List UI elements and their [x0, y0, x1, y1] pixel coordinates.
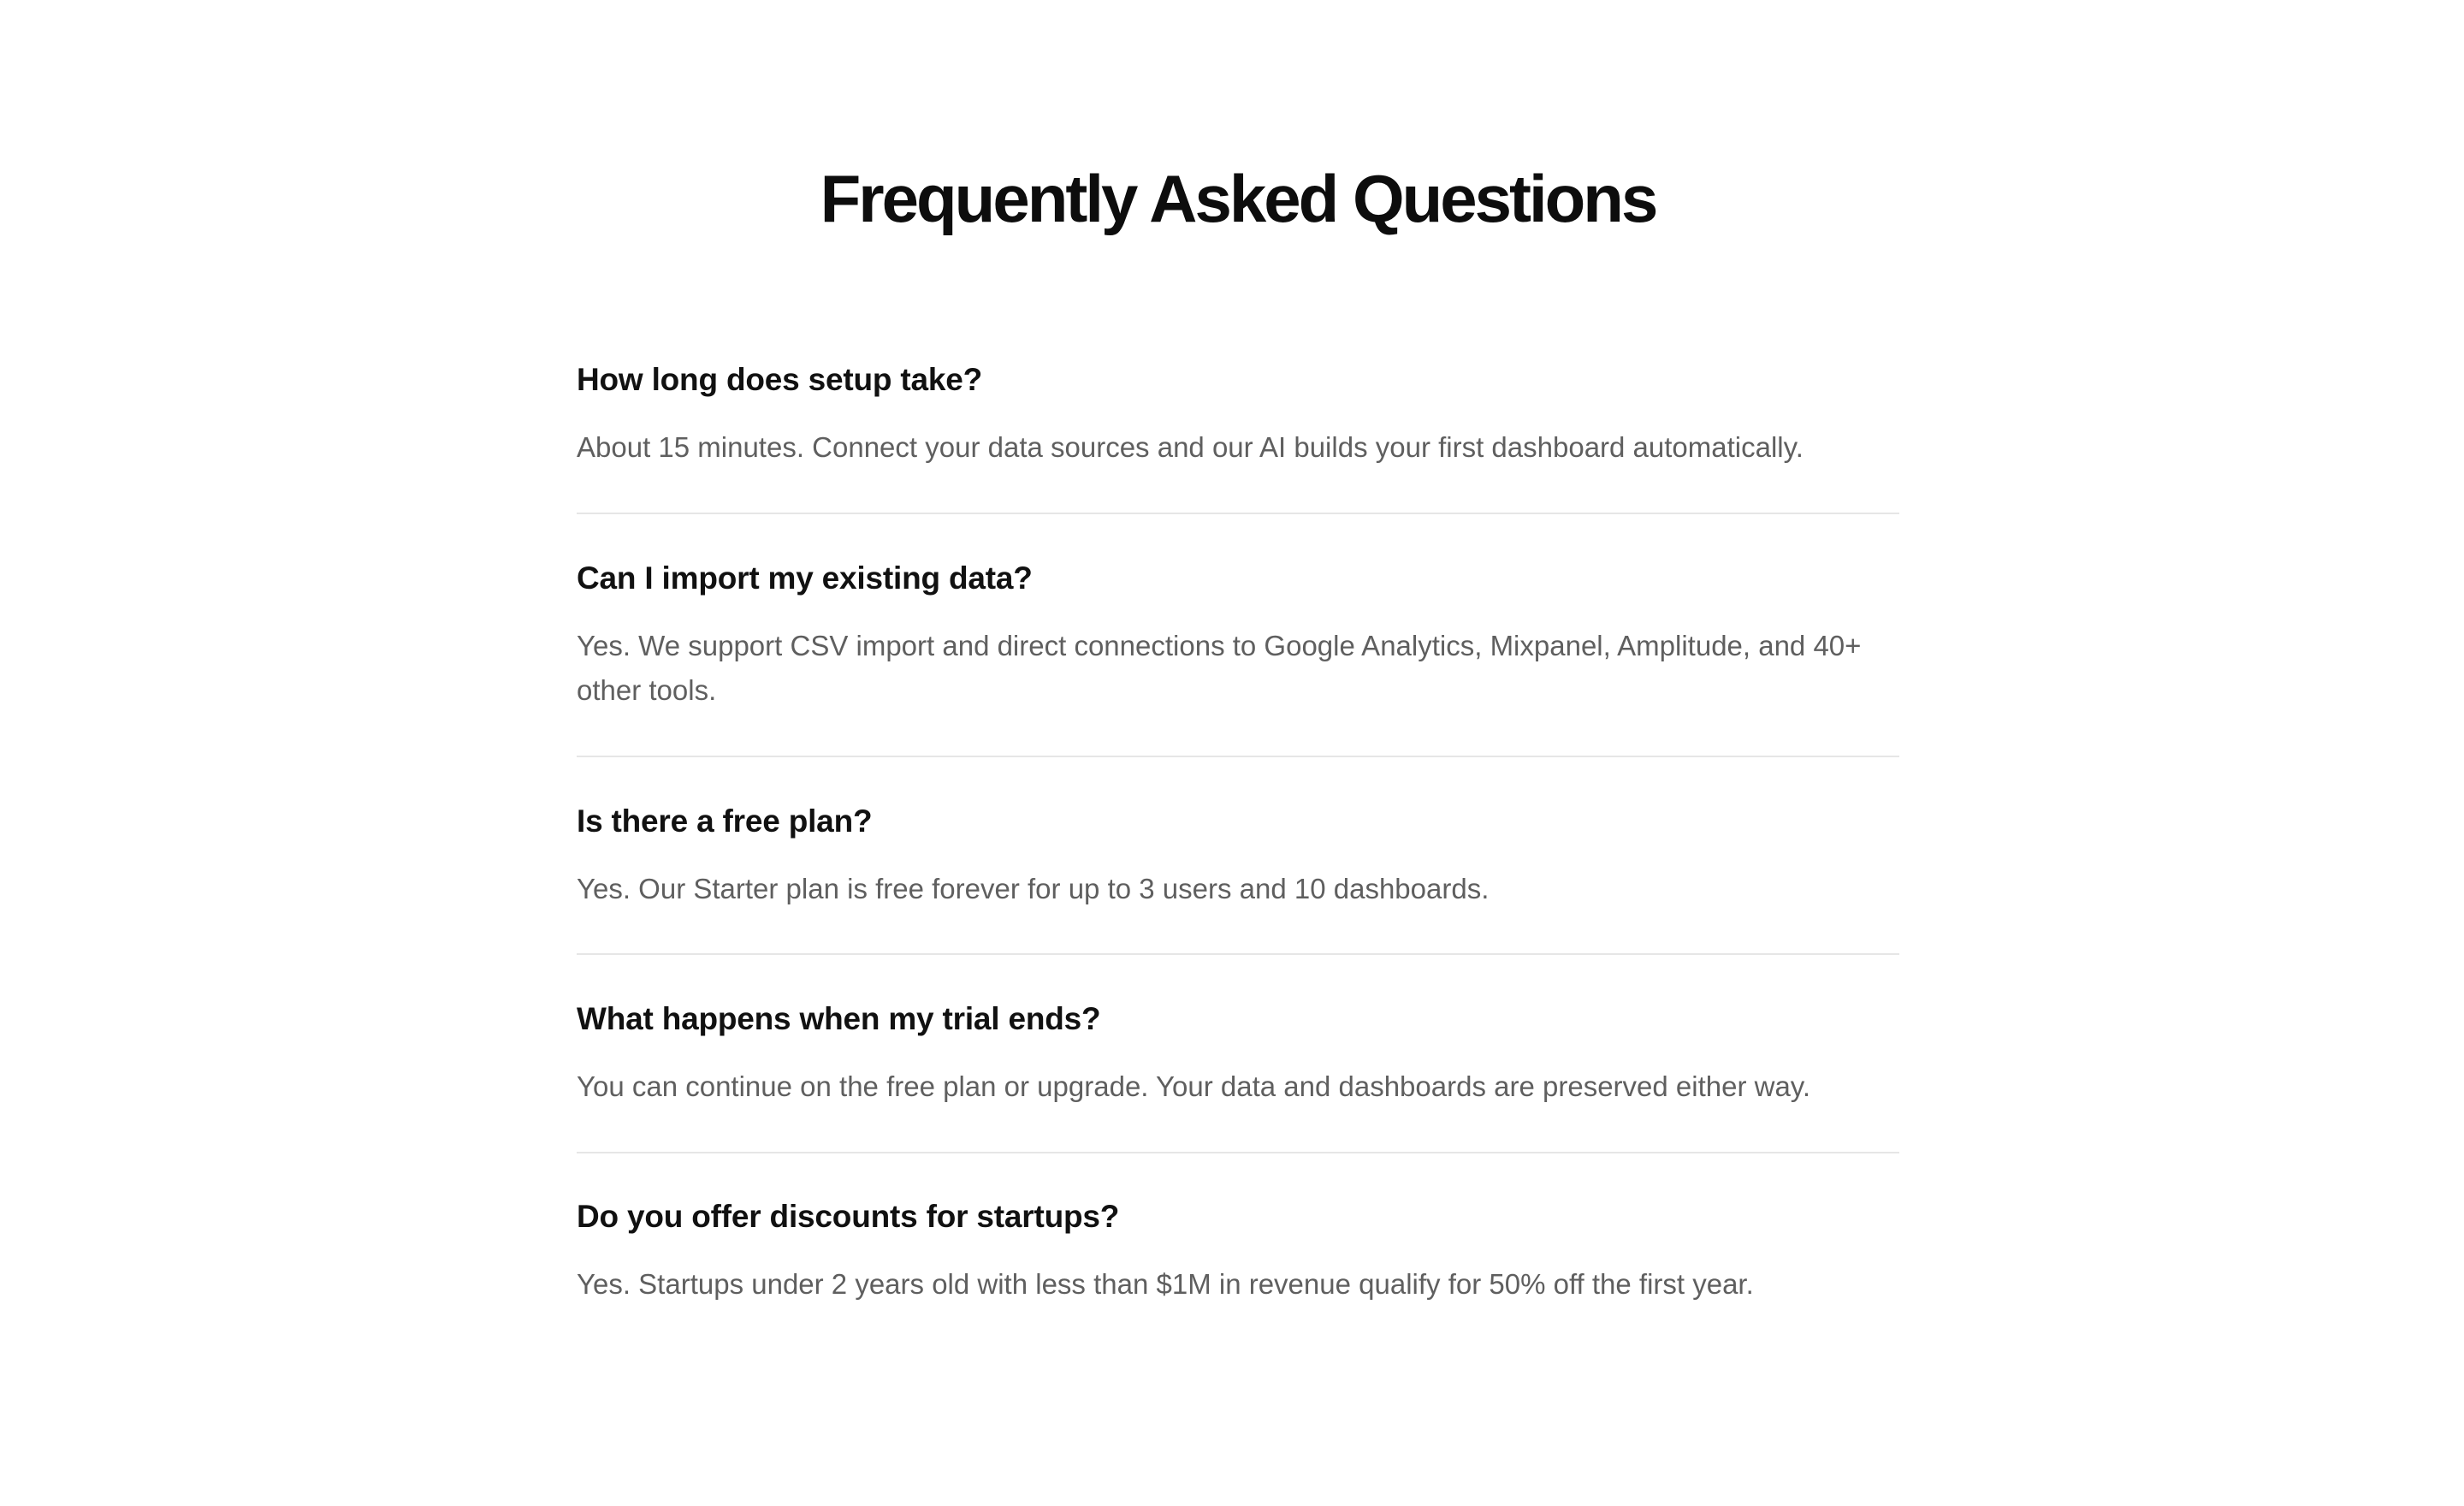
faq-item-setup: [577, 359, 1899, 463]
faq-answer: About 15 minutes. Connect your data sources and our AI builds your first dashboard automatically.: [577, 431, 1804, 463]
faq-answer: You can continue on the free plan or upgrade. Your data and dashboards are preserved either way.: [577, 1070, 1811, 1102]
faq-item-startup-discount: [577, 1195, 1899, 1300]
faq-question: Is there a free plan?: [577, 803, 873, 839]
page-title: Frequently Asked Questions: [820, 161, 1656, 236]
faq-divider: [577, 1152, 1899, 1153]
faq-question: What happens when my trial ends?: [577, 1001, 1101, 1036]
faq-divider: [577, 953, 1899, 955]
faq-divider: [577, 513, 1899, 514]
faq-question: Can I import my existing data?: [577, 560, 1033, 596]
faq-answer: Yes. Startups under 2 years old with less than $1M in revenue qualify for 50% off the first year.: [577, 1268, 1754, 1300]
faq-question: Do you offer discounts for startups?: [577, 1199, 1120, 1234]
faq-item-free-plan: [577, 800, 1899, 904]
faq-question: How long does setup take?: [577, 362, 982, 397]
faq-item-trial-ends: [577, 998, 1899, 1102]
faq-item-import: [577, 557, 1899, 706]
faq-answer: Yes. Our Starter plan is free forever for up to 3 users and 10 dashboards.: [577, 873, 1490, 904]
faq-divider: [577, 756, 1899, 757]
faq-answer: Yes. We support CSV import and direct connections to Google Analytics, Mixpanel, Amplitude, and 40+ other tools.: [577, 630, 1862, 706]
